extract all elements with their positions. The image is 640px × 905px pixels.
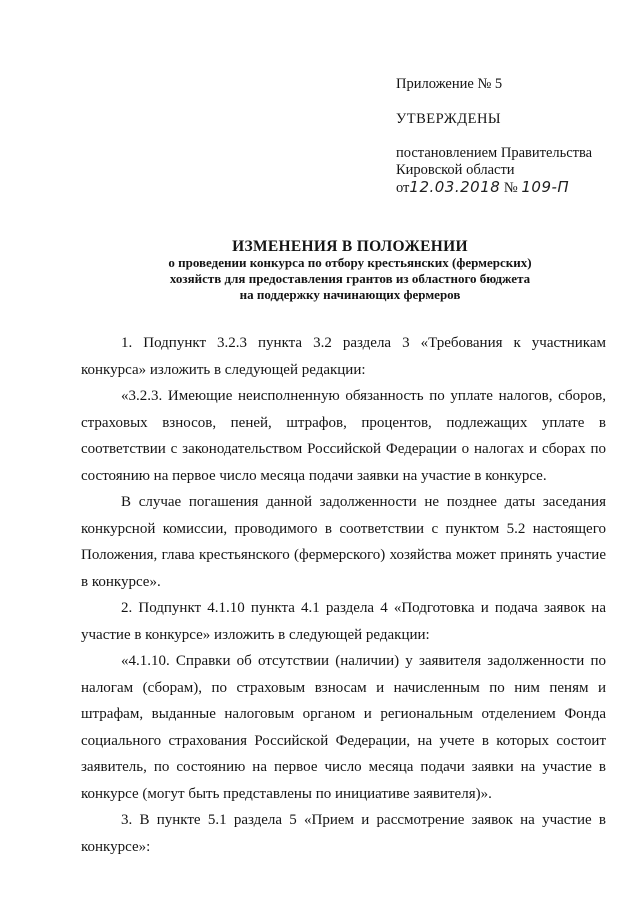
paragraph-2: «3.2.3. Имеющие неисполненную обязанность по уплате налогов, сборов, страховых взносов, пеней, штрафов, процентов, подлежащих уплате в соответствии с законодательством Российской Федерации о налогах и сборах по состоянию на первое число месяца подачи заявки на участие в конкурсе. xyxy=(81,388,606,484)
decree-line-2: Кировской области xyxy=(396,162,515,178)
paragraph-4: 2. Подпункт 4.1.10 пункта 4.1 раздела 4 «Подготовка и подача заявок на участие в конкурсе» изложить в следующей редакции: xyxy=(81,600,606,643)
title-line-2: хозяйств для предоставления грантов из областного бюджета xyxy=(169,271,531,286)
title-main: ИЗМЕНЕНИЯ В ПОЛОЖЕНИИ xyxy=(232,238,468,255)
decree-number-prefix: № xyxy=(503,180,518,196)
decree-number: 109-П xyxy=(521,178,570,196)
document-body xyxy=(81,330,606,860)
paragraph-5: «4.1.10. Справки об отсутствии (наличии) у заявителя задолженности по налогам (сборам), по страховым взносам и начисленным по ним пеням и штрафам, выданные налоговым органом и региональным отделением Фонда социального страхования Российской Федерации, на учете в которых состоит заявитель, по состоянию на первое число месяца подачи заявки на участие в конкурсе (могут быть представлены по инициативе заявителя)». xyxy=(81,653,606,802)
title-line-1: о проведении конкурса по отбору крестьянских (фермерских) xyxy=(168,255,532,270)
paragraph-6: 3. В пункте 5.1 раздела 5 «Прием и рассмотрение заявок на участие в конкурсе»: xyxy=(81,812,606,855)
decree-line-1: постановлением Правительства xyxy=(396,145,593,161)
document-title xyxy=(100,238,600,303)
title-line-3: на поддержку начинающих фермеров xyxy=(239,287,461,302)
decree-prefix: от xyxy=(396,180,410,196)
appendix-number: Приложение № 5 xyxy=(396,76,503,92)
paragraph-3: В случае погашения данной задолженности не позднее даты заседания конкурсной комиссии, проводимого в соответствии с пунктом 5.2 настоящего Положения, глава крестьянского (фермерского) хозяйства может принять участие в конкурсе». xyxy=(81,494,606,590)
approved-label: УТВЕРЖДЕНЫ xyxy=(396,111,502,127)
decree-reference xyxy=(396,145,592,197)
decree-date-line xyxy=(396,179,592,197)
decree-date: 12.03.2018 xyxy=(409,178,501,196)
paragraph-1: 1. Подпункт 3.2.3 пункта 3.2 раздела 3 «Требования к участникам конкурса» изложить в следующей редакции: xyxy=(81,335,606,378)
